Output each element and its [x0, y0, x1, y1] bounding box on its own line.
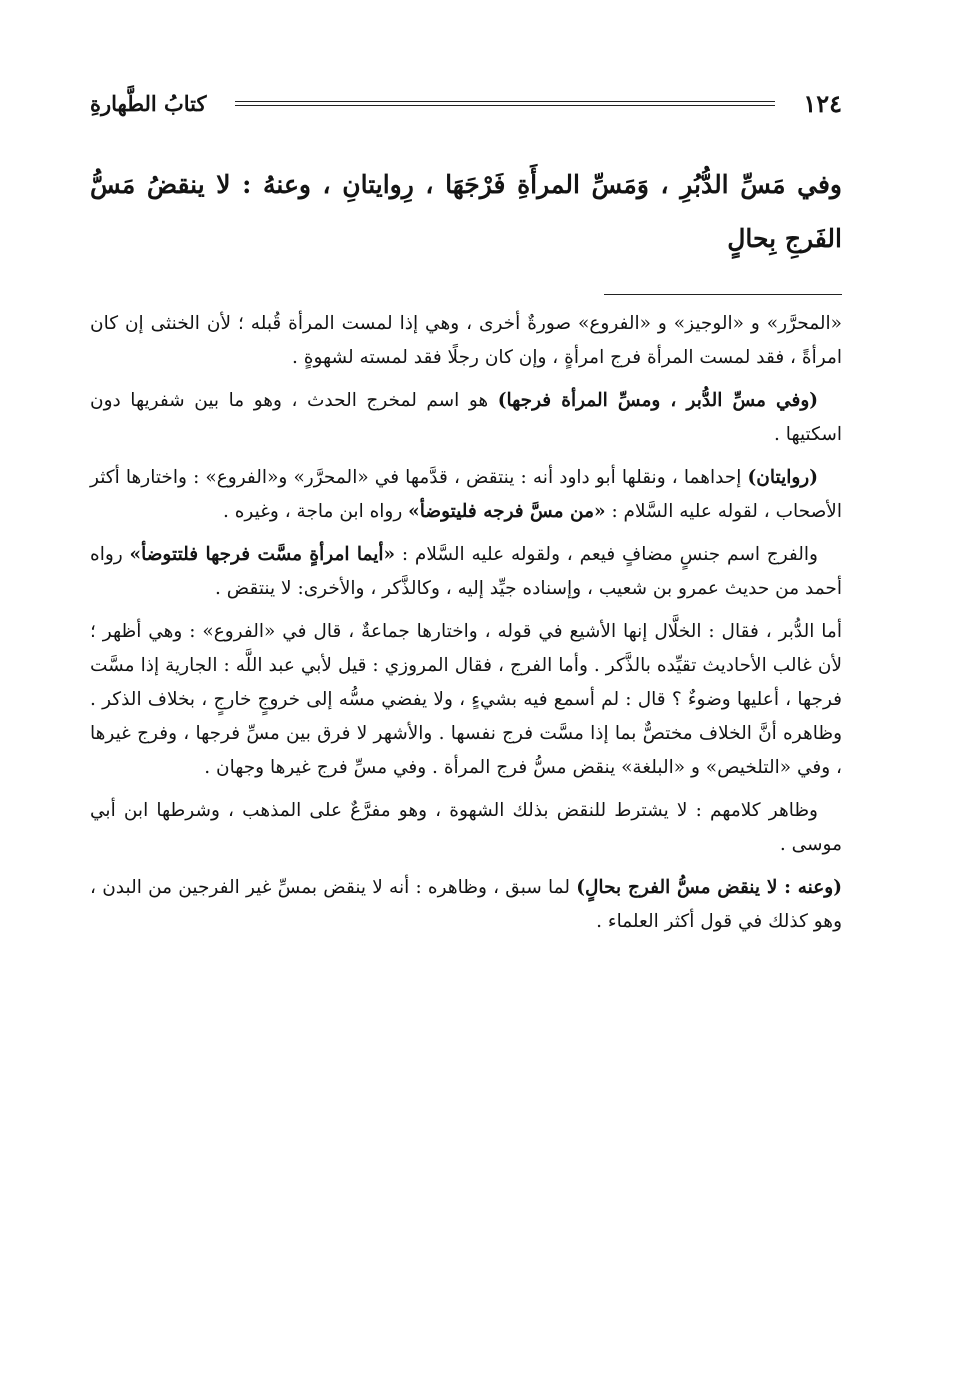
paragraph-text: والفرج اسم جنسٍ مضافٍ فيعم ، ولقوله عليه السَّلام :: [395, 544, 818, 565]
commentary: [90, 307, 842, 939]
matn-separator: [604, 294, 842, 295]
quoted-matn: (وفي مسِّ الدُّبر ، ومسِّ المرأة فرجها): [497, 390, 819, 411]
commentary-paragraph: [90, 538, 842, 606]
commentary-paragraph: [90, 615, 842, 785]
paragraph-text: لما سبق ، وظاهره : أنه لا ينقض بمسِّ غير الفرجين من البدن ، وهو كذلك في قول أكثر العلماء .: [90, 877, 842, 932]
commentary-paragraph: [90, 307, 842, 375]
paragraph-text: «المحرَّر» و «الوجيز» و «الفروع» صورةٌ أخرى ، وهي إذا لمست المرأة قُبله ؛ لأن الخنثى إن كان امرأةً ، فقد لمست المرأة فرج امرأةٍ ، وإن كان رجلًا فقد لمسته لشهوةٍ .: [90, 313, 842, 368]
running-title: كتابُ الطَّهارةِ: [90, 90, 207, 116]
paragraph-text: هو اسم لمخرج الحدث ، وهو ما بين شفريها دون اسكتيها .: [90, 390, 842, 445]
paragraph-text: رواه أحمد من حديث عمرو بن شعيب ، وإسناده جيِّد إليه ، وكالذَّكر ، والأخرى: لا ينتقض .: [90, 544, 842, 599]
paragraph-text: رواه ابن ماجة ، وغيره .: [222, 501, 409, 522]
hadith-quote: «من مسَّ فرجه فليتوضأ»: [408, 501, 606, 522]
header-rule: [235, 101, 776, 106]
commentary-paragraph: [90, 871, 842, 939]
page-number: ١٢٤: [803, 88, 842, 118]
paragraph-text: أما الدُّبر ، فقال : الخلَّال إنها الأشيع في قوله ، واختارها جماعةٌ ، قال في «الفروع» : وهي أظهر ؛ لأن غالب الأحاديث تقيِّده بالذَّكر . وأما الفرج ، فقال المروزي : قيل لأبي عبد اللَّه : الجارية إذا مسَّت فرجها ، أعليها وضوءٌ ؟ قال : لم أسمع فيه بشيءٍ ، ولا يفضي مسُّه إلى خروجٍ خارجٍ ، بخلاف الذكر . وظاهره أنَّ الخلاف مختصٌّ بما إذا مسَّت فرج نفسها . والأشهر لا فرق بين مسِّ فرجها ، وفرج غيرها ، وفي «التلخيص» و «البلغة» ينقض مسُّ فرج المرأة . وفي مسِّ فرج غيرها وجهان .: [90, 621, 842, 778]
matn-text: وفي مَسِّ الدُّبُرِ ، وَمَسِّ المرأَةِ فَرْجَهَا ، رِوايتانِ ، وعنهُ : لا ينقضُ مَسُّ الفَرجِ بِحالٍ: [90, 170, 842, 253]
page-header: [90, 80, 842, 126]
commentary-paragraph: [90, 461, 842, 529]
quoted-matn: (روايتان): [747, 467, 818, 488]
hadith-quote: «أيما امرأةٍ مسَّت فرجها فلتتوضأ»: [129, 544, 396, 565]
book-page: [90, 80, 842, 948]
paragraph-text: إحداهما ، ونقلها أبو داود أنه : ينتقض ، قدَّمها في «المحرَّر» و«الفروع» : واختارها أكثر الأصحاب ، لقوله عليه السَّلام :: [90, 467, 842, 522]
commentary-paragraph: [90, 384, 842, 452]
quoted-matn: (وعنه : لا ينقض مسُّ الفرج بحالٍ): [576, 877, 842, 898]
commentary-paragraph: [90, 794, 842, 862]
paragraph-text: وظاهر كلامهم : لا يشترط للنقض بذلك الشهوة ، وهو مفرَّعٌ على المذهب ، وشرطها ابن أبي موسى .: [90, 800, 842, 855]
